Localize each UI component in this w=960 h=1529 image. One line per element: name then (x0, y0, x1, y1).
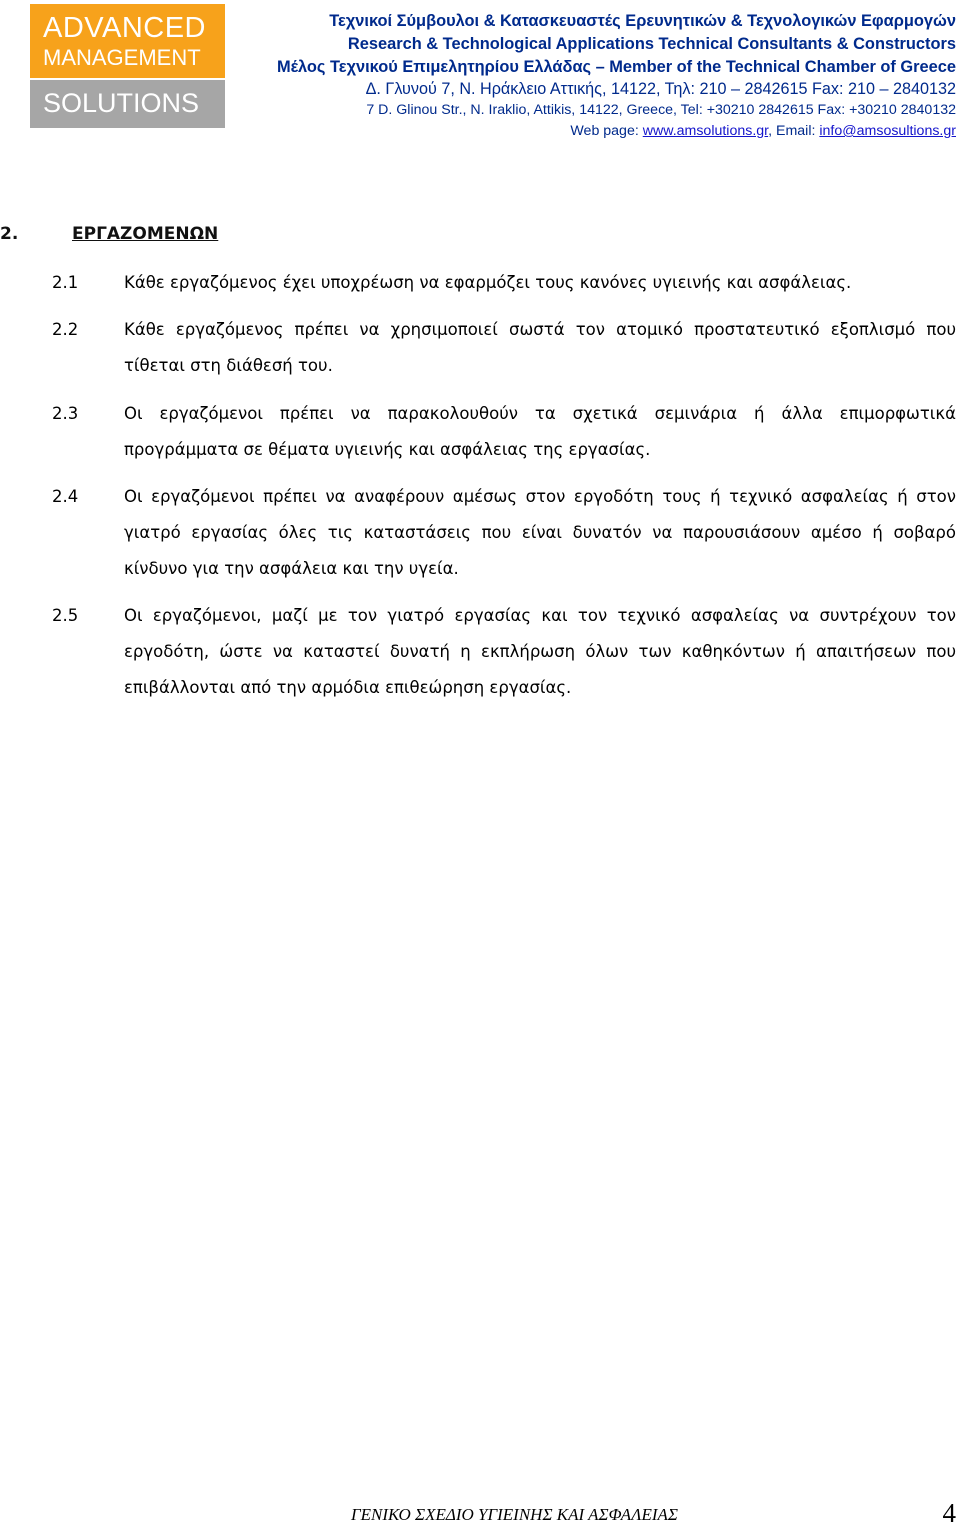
logo-top-block (30, 4, 225, 78)
item-text: Οι εργαζόμενοι πρέπει να αναφέρουν αμέσως στον εργοδότη τους ή τεχνικό ασφαλείας ή στον γιατρό εργασίας όλες τις καταστάσεις που είναι δυνατόν να παρουσιάσουν αμέσο ή σοβαρό κίνδυνο για την ασφάλεια και την υγεία. (124, 487, 956, 578)
item-text: Κάθε εργαζόμενος πρέπει να χρησιμοποιεί σωστά τον ατομικό προστατευτικό εξοπλισμό που τίθεται στη διάθεσή του. (124, 320, 956, 375)
item-text: Οι εργαζόμενοι, μαζί με τον γιατρό εργασίας και τον τεχνικό ασφαλείας να συντρέχουν τον εργοδότη, ώστε να καταστεί δυνατή η εκπλήρωση όλων των καθηκόντων ή απαιτήσεων που επιβάλλονται από την αρμόδια επιθεώρηση εργασίας. (124, 606, 956, 697)
logo-bottom-block (30, 80, 225, 128)
item-number: 2.4 (52, 487, 79, 506)
email-label: , Email: (768, 123, 820, 139)
item-text: Οι εργαζόμενοι πρέπει να παρακολουθούν τα σχετικά σεμινάρια ή άλλα επιμορφωτικά προγράμματα σε θέματα υγιεινής και ασφάλειας της εργασίας. (124, 404, 956, 459)
item-number: 2.3 (52, 404, 79, 423)
company-logo (30, 4, 225, 128)
letterhead (277, 10, 956, 142)
item-number: 2.2 (52, 320, 79, 339)
section-title: ΕΡΓΑΖΟΜΕΝΩΝ (72, 224, 219, 244)
section-number: 2. (0, 224, 19, 244)
web-label: Web page: (570, 123, 643, 139)
logo-line-management: MANAGEMENT (43, 45, 201, 70)
item-text: Κάθε εργαζόμενος έχει υποχρέωση να εφαρμόζει τους κανόνες υγιεινής και ασφάλειας. (124, 273, 852, 292)
letterhead-address-english: 7 D. Glinou Str., N. Iraklio, Attikis, 14122, Greece, Tel: +30210 2842615 Fax: +30210 2840132 (366, 102, 956, 118)
letterhead-contact (277, 121, 956, 142)
item-number: 2.1 (52, 273, 79, 292)
letterhead-address-greek: Δ. Γλυνού 7, Ν. Ηράκλειο Αττικής, 14122, Τηλ: 210 – 2842615 Fax: 210 – 2840132 (365, 80, 956, 98)
letterhead-line-english-title: Research & Technological Applications Technical Consultants & Constructors (347, 35, 956, 53)
letterhead-line-chamber: Μέλος Τεχνικού Επιμελητηρίου Ελλάδας – Member of the Technical Chamber of Greece (276, 58, 956, 76)
letterhead-line-greek-title: Τεχνικοί Σύμβουλοι & Κατασκευαστές Ερευνητικών & Τεχνολογικών Εφαρμογών (329, 12, 956, 30)
footer-title: ΓΕΝΙΚΟ ΣΧΕΔΙΟ ΥΓΙΕΙΝΗΣ ΚΑΙ ΑΣΦΑΛΕΙΑΣ (350, 1505, 678, 1524)
item-number: 2.5 (52, 606, 79, 625)
email-link[interactable]: info@amsosultions.gr (819, 123, 956, 139)
logo-line-solutions: SOLUTIONS (43, 88, 200, 118)
logo-line-advanced: ADVANCED (43, 12, 206, 44)
page-number: 4 (942, 1498, 956, 1528)
web-link[interactable]: www.amsolutions.gr (642, 123, 769, 139)
